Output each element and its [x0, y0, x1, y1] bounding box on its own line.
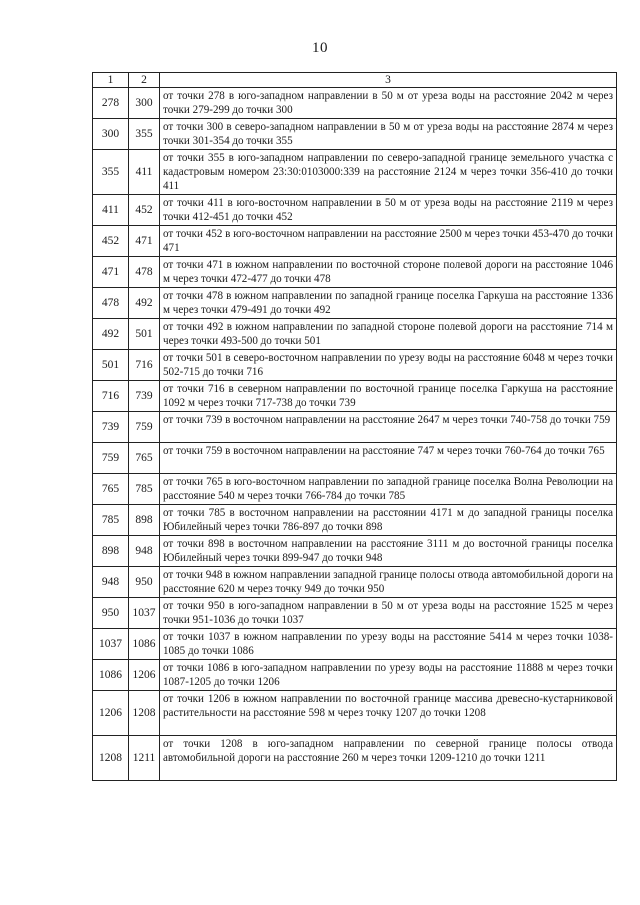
start-point: 471 — [93, 257, 129, 288]
end-point: 411 — [129, 150, 160, 195]
end-point: 355 — [129, 119, 160, 150]
table-row — [93, 288, 617, 319]
end-point: 1208 — [129, 691, 160, 736]
table-row — [93, 505, 617, 536]
start-point: 492 — [93, 319, 129, 350]
table-row — [93, 474, 617, 505]
start-point: 355 — [93, 150, 129, 195]
table-row — [93, 319, 617, 350]
start-point: 716 — [93, 381, 129, 412]
segment-description: от точки 1206 в южном направлении по восточной границе массива древесно-кустарниковой растительности на расстояние 598 м через точку 1207 до точки 1208 — [160, 691, 617, 736]
segment-description: от точки 1208 в юго-западном направлении по северной границе полосы отвода автомобильной дороги на расстояние 260 м через точки 1209-1210 до точки 1211 — [160, 736, 617, 781]
segment-description: от точки 300 в северо-западном направлении в 50 м от уреза воды на расстояние 2874 м через точки 301-354 до точки 355 — [160, 119, 617, 150]
segment-description: от точки 950 в юго-западном направлении в 50 м от уреза воды на расстояние 1525 м через точки 951-1036 до точки 1037 — [160, 598, 617, 629]
page-number: 10 — [312, 40, 328, 56]
segment-description: от точки 759 в восточном направлении на расстояние 747 м через точки 760-764 до точки 765 — [160, 443, 617, 474]
start-point: 759 — [93, 443, 129, 474]
end-point: 948 — [129, 536, 160, 567]
start-point: 785 — [93, 505, 129, 536]
start-point: 501 — [93, 350, 129, 381]
table-row — [93, 119, 617, 150]
table-row — [93, 598, 617, 629]
start-point: 1086 — [93, 660, 129, 691]
end-point: 471 — [129, 226, 160, 257]
table-row — [93, 691, 617, 736]
end-point: 1211 — [129, 736, 160, 781]
start-point: 411 — [93, 195, 129, 226]
start-point: 300 — [93, 119, 129, 150]
start-point: 1208 — [93, 736, 129, 781]
segment-description: от точки 411 в юго-восточном направлении в 50 м от уреза воды на расстояние 2119 м через точки 412-451 до точки 452 — [160, 195, 617, 226]
segment-description: от точки 355 в юго-западном направлении по северо-западной границе земельного участка с кадастровым номером 23:30:0103000:339 на расстояние 2124 м через точки 356-410 до точки 411 — [160, 150, 617, 195]
segment-description: от точки 471 в южном направлении по восточной стороне полевой дороги на расстояние 1046 м через точки 472-477 до точки 478 — [160, 257, 617, 288]
end-point: 785 — [129, 474, 160, 505]
end-point: 1086 — [129, 629, 160, 660]
end-point: 478 — [129, 257, 160, 288]
table-header-row — [93, 73, 617, 88]
table-row — [93, 226, 617, 257]
start-point: 765 — [93, 474, 129, 505]
table-row — [93, 567, 617, 598]
segment-description: от точки 1086 в юго-западном направлении по урезу воды на расстояние 11888 м через точки 1087-1205 до точки 1206 — [160, 660, 617, 691]
start-point: 948 — [93, 567, 129, 598]
segment-description: от точки 739 в восточном направлении на расстояние 2647 м через точки 740-758 до точки 759 — [160, 412, 617, 443]
end-point: 898 — [129, 505, 160, 536]
end-point: 452 — [129, 195, 160, 226]
column-header-2: 2 — [129, 73, 160, 88]
table-row — [93, 350, 617, 381]
segment-description: от точки 452 в юго-восточном направлении на расстояние 2500 м через точки 453-470 до точки 471 — [160, 226, 617, 257]
start-point: 278 — [93, 88, 129, 119]
segment-description: от точки 1037 в южном направлении по урезу воды на расстояние 5414 м через точки 1038-1085 до точки 1086 — [160, 629, 617, 660]
end-point: 1206 — [129, 660, 160, 691]
boundary-table — [92, 72, 617, 781]
start-point: 739 — [93, 412, 129, 443]
segment-description: от точки 501 в северо-восточном направлении по урезу воды на расстояние 6048 м через точки 502-715 до точки 716 — [160, 350, 617, 381]
end-point: 1037 — [129, 598, 160, 629]
end-point: 492 — [129, 288, 160, 319]
end-point: 300 — [129, 88, 160, 119]
start-point: 898 — [93, 536, 129, 567]
end-point: 765 — [129, 443, 160, 474]
start-point: 950 — [93, 598, 129, 629]
table-row — [93, 88, 617, 119]
segment-description: от точки 716 в северном направлении по восточной границе поселка Гаркуша на расстояние 1092 м через точки 717-738 до точки 739 — [160, 381, 617, 412]
end-point: 716 — [129, 350, 160, 381]
table-row — [93, 736, 617, 781]
table-row — [93, 443, 617, 474]
start-point: 1206 — [93, 691, 129, 736]
segment-description: от точки 785 в восточном направлении на расстоянии 4171 м до западной границы поселка Юбилейный через точки 786-897 до точки 898 — [160, 505, 617, 536]
segment-description: от точки 278 в юго-западном направлении в 50 м от уреза воды на расстояние 2042 м через точки 279-299 до точки 300 — [160, 88, 617, 119]
table-row — [93, 195, 617, 226]
table-row — [93, 536, 617, 567]
table-row — [93, 381, 617, 412]
segment-description: от точки 765 в юго-восточном направлении по западной границе поселка Волна Революции на расстояние 540 м через точки 766-784 до точки 785 — [160, 474, 617, 505]
start-point: 478 — [93, 288, 129, 319]
segment-description: от точки 898 в восточном направлении на расстояние 3111 м до восточной границы поселка Юбилейный через точки 899-947 до точки 948 — [160, 536, 617, 567]
segment-description: от точки 948 в южном направлении западной границе полосы отвода автомобильной дороги на расстояние 620 м через точку 949 до точки 950 — [160, 567, 617, 598]
table-row — [93, 257, 617, 288]
table-row — [93, 150, 617, 195]
end-point: 950 — [129, 567, 160, 598]
start-point: 452 — [93, 226, 129, 257]
table-row — [93, 412, 617, 443]
table-row — [93, 629, 617, 660]
end-point: 759 — [129, 412, 160, 443]
segment-description: от точки 492 в южном направлении по западной стороне полевой дороги на расстояние 714 м через точки 493-500 до точки 501 — [160, 319, 617, 350]
table-row — [93, 660, 617, 691]
column-header-1: 1 — [93, 73, 129, 88]
segment-description: от точки 478 в южном направлении по западной границе поселка Гаркуша на расстояние 1336 м через точки 479-491 до точки 492 — [160, 288, 617, 319]
column-header-3: 3 — [160, 73, 617, 88]
end-point: 739 — [129, 381, 160, 412]
start-point: 1037 — [93, 629, 129, 660]
end-point: 501 — [129, 319, 160, 350]
